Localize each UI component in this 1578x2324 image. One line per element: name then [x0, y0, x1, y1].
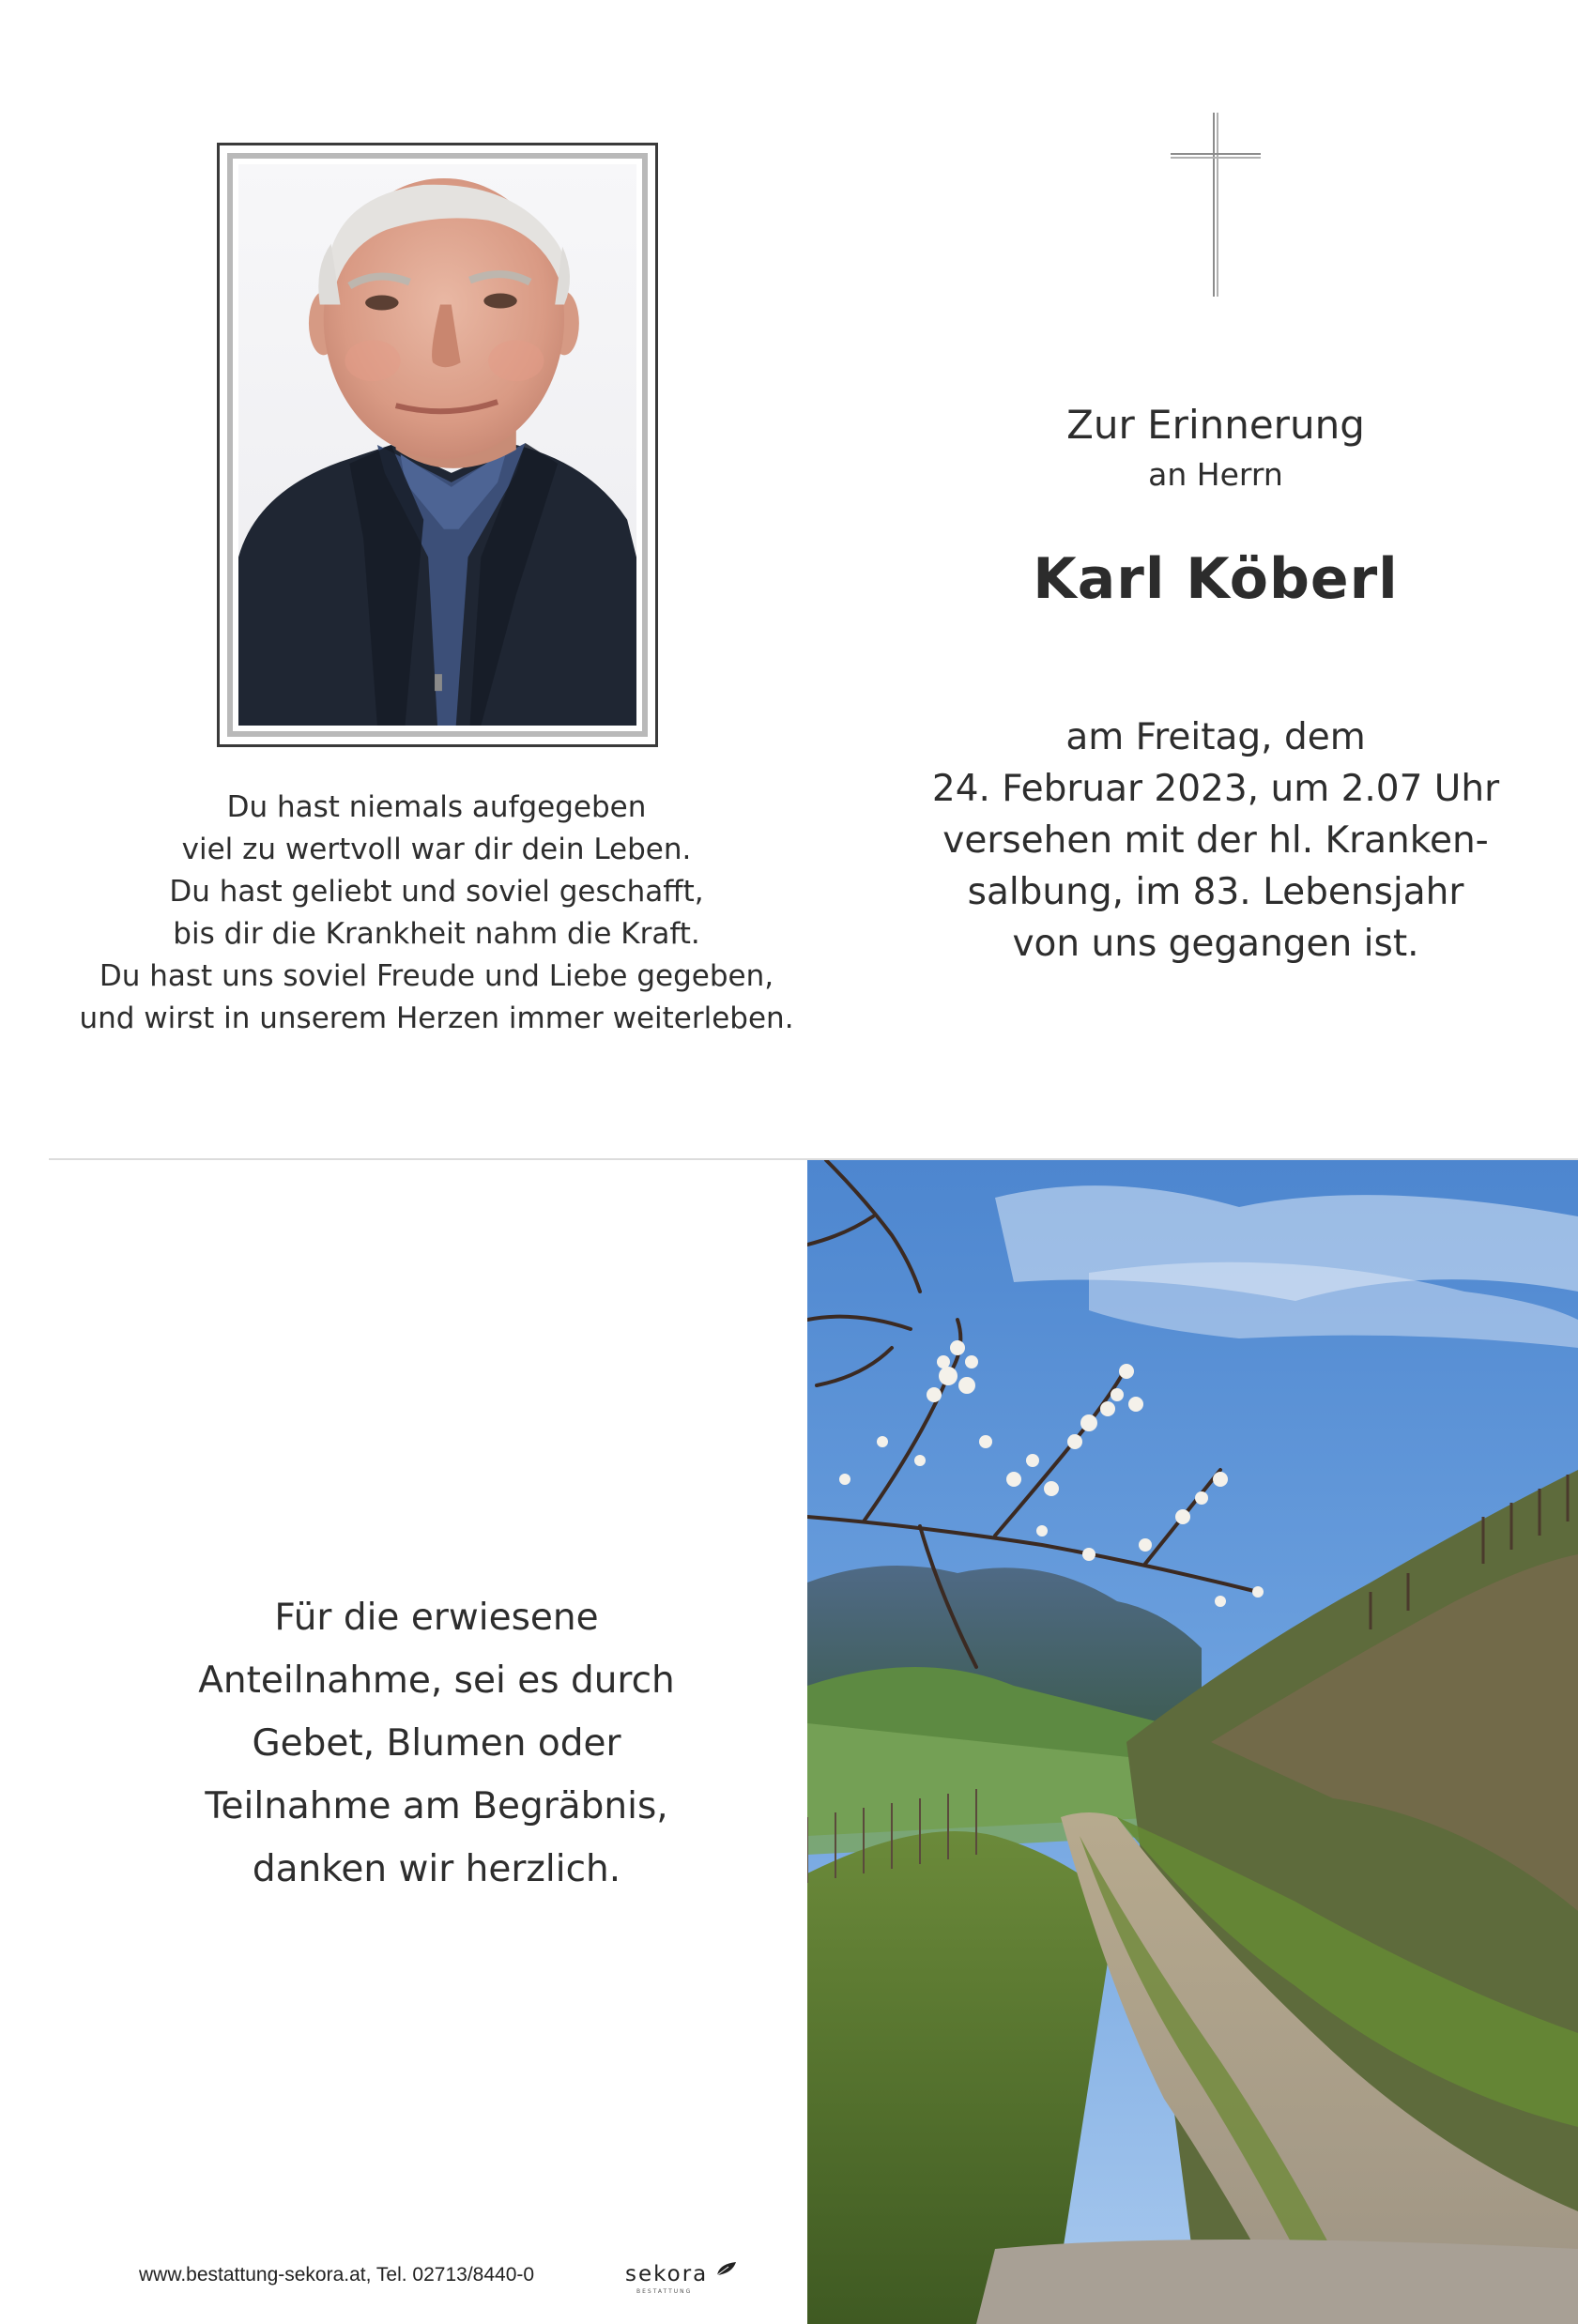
poem-line: bis dir die Krankheit nahm die Kraft.	[173, 917, 700, 951]
thanks-line: Gebet, Blumen oder	[252, 1722, 621, 1765]
portrait-mat	[227, 153, 648, 737]
logo-subtitle: BESTATTUNG	[636, 2288, 693, 2295]
memorial-heading	[939, 399, 1493, 617]
thanks-line: Teilnahme am Begräbnis,	[205, 1785, 668, 1827]
details-line: 24. Februar 2023, um 2.07 Uhr	[931, 768, 1500, 810]
poem	[56, 787, 817, 1040]
poem-line: und wirst in unserem Herzen immer weiterleben.	[79, 1001, 794, 1035]
poem-line: Du hast uns soviel Freude und Liebe gegeben,	[99, 959, 774, 993]
footer	[139, 2260, 740, 2305]
thanks-line: danken wir herzlich.	[252, 1848, 621, 1890]
funeral-home-contact: www.bestattung-sekora.at, Tel. 02713/8440-0	[139, 2264, 535, 2286]
details-line: versehen mit der hl. Kranken-	[942, 819, 1489, 862]
poem-line: Du hast niemals aufgegeben	[226, 790, 647, 824]
thanks-message	[131, 1586, 742, 1901]
thanks-line: Für die erwiesene	[274, 1597, 599, 1639]
landscape-illustration	[807, 1160, 1578, 2324]
thanks-line: Anteilnahme, sei es durch	[198, 1659, 675, 1702]
portrait-photo	[238, 164, 636, 726]
poem-line: viel zu wertvoll war dir dein Leben.	[181, 833, 692, 866]
portrait-frame	[217, 143, 658, 747]
details-line: von uns gegangen ist.	[1012, 923, 1419, 965]
portrait-illustration	[238, 164, 636, 726]
logo-wordmark: sekora	[625, 2262, 709, 2286]
details-line: salbung, im 83. Lebensjahr	[967, 871, 1464, 913]
poem-line: Du hast geliebt und soviel geschafft,	[169, 875, 704, 909]
details-line: am Freitag, dem	[1065, 716, 1366, 758]
deceased-name: Karl Köberl	[1033, 546, 1399, 612]
cross-icon	[1169, 113, 1263, 297]
leaf-icon	[715, 2260, 738, 2277]
landscape-photo	[807, 1160, 1578, 2324]
heading-text: Zur Erinnerung	[1066, 402, 1365, 448]
death-details	[929, 711, 1502, 970]
salutation-text: an Herrn	[1148, 456, 1283, 493]
page-margin	[0, 0, 49, 1158]
funeral-home-logo	[625, 2260, 738, 2303]
